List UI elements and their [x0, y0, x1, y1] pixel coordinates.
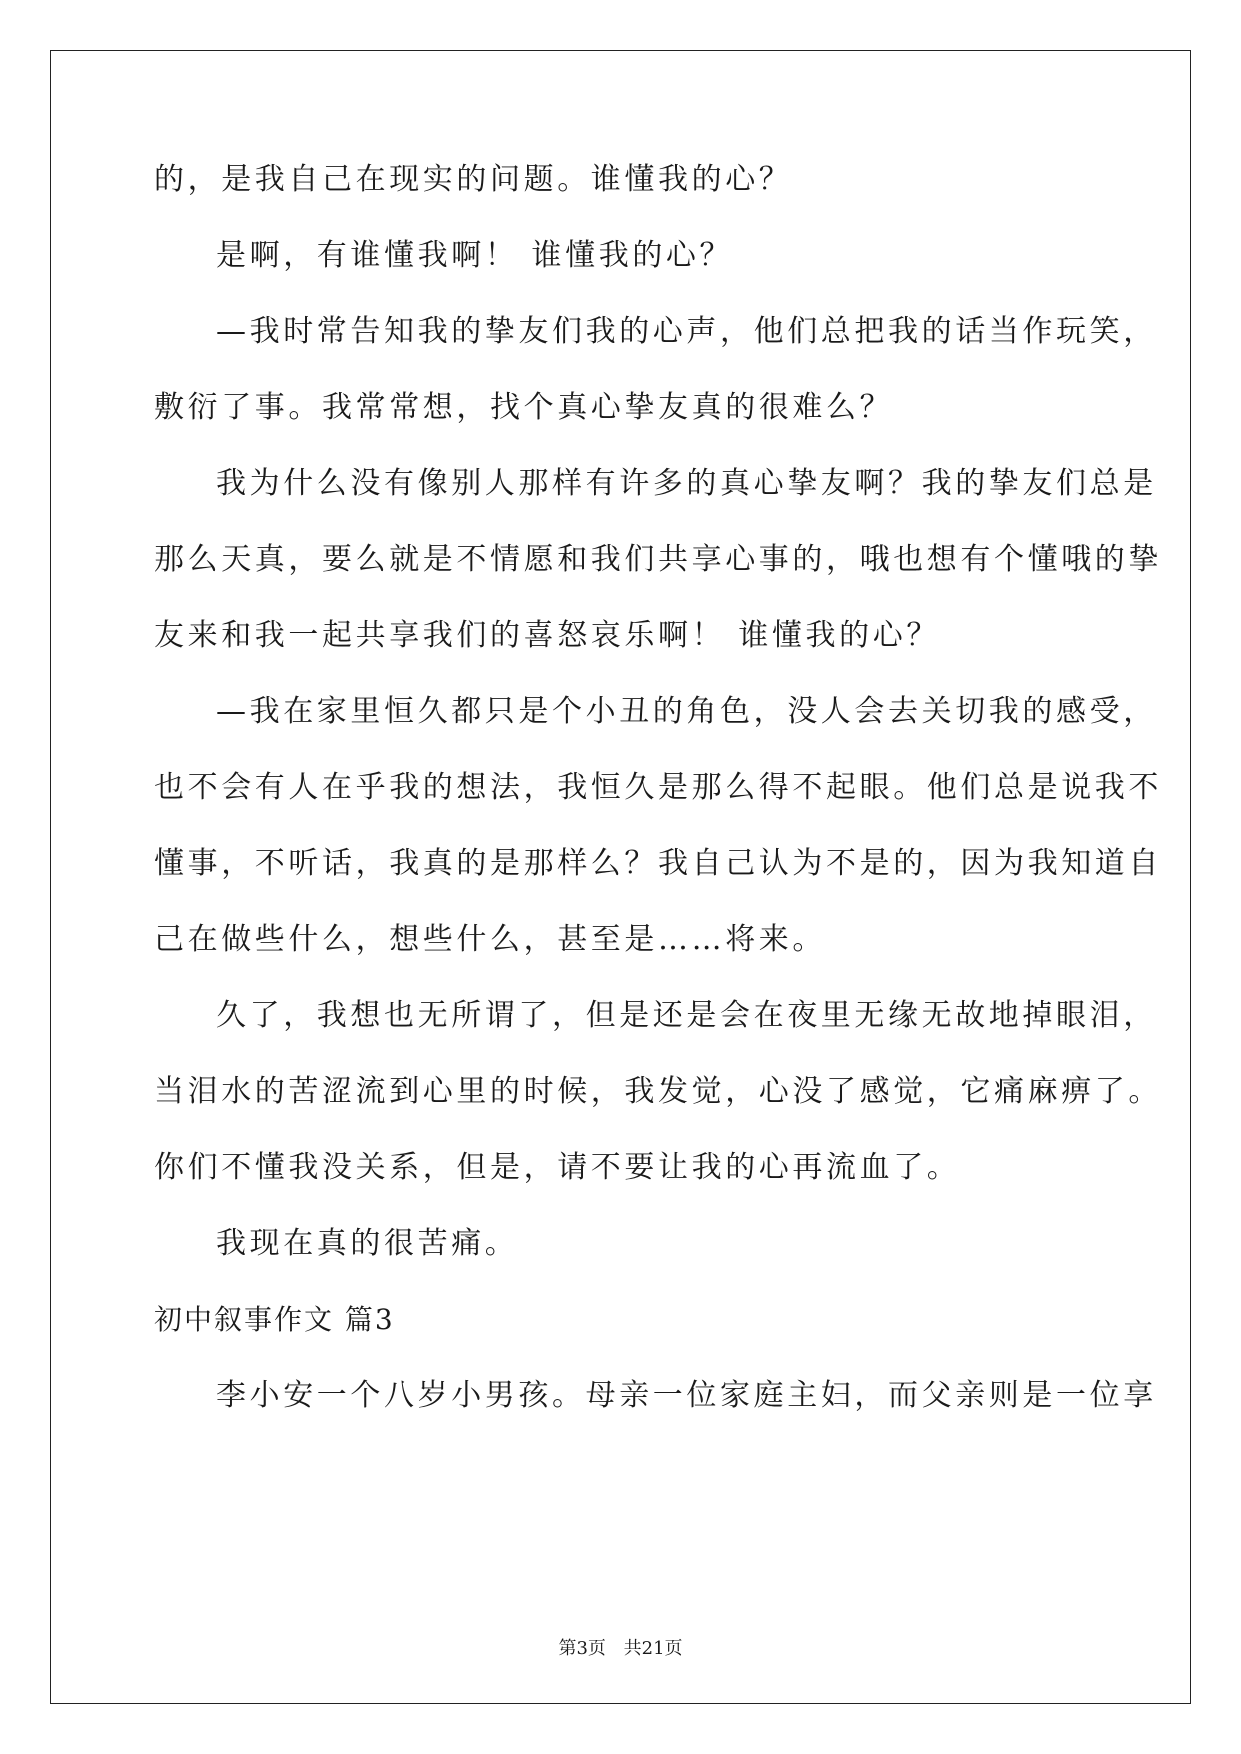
page-total: 共21页	[623, 1638, 683, 1659]
page-number: 第3页	[558, 1638, 606, 1659]
text-line: 当泪水的苦涩流到心里的时候，我发觉，心没了感觉，它痛麻痹了。	[154, 1074, 1162, 1109]
text-line: —我在家里恒久都只是个小丑的角色，没人会去关切我的感受，	[216, 694, 1157, 729]
text-line: 友来和我一起共享我们的喜怒哀乐啊！ 谁懂我的心？	[154, 618, 940, 653]
text-line: 也不会有人在乎我的想法，我恒久是那么得不起眼。他们总是说我不	[154, 770, 1162, 805]
text-line: 敷衍了事。我常常想，找个真心挚友真的很难么？	[154, 390, 894, 425]
text-line: —我时常告知我的挚友们我的心声，他们总把我的话当作玩笑，	[216, 314, 1157, 349]
text-line: 懂事，不听话，我真的是那样么？我自己认为不是的，因为我知道自	[154, 846, 1162, 881]
text-line: 李小安一个八岁小男孩。母亲一位家庭主妇，而父亲则是一位享	[216, 1378, 1157, 1413]
text-line: 是啊，有谁懂我啊！ 谁懂我的心？	[216, 238, 734, 273]
text-line: 己在做些什么，想些什么，甚至是……将来。	[154, 922, 826, 957]
page-footer	[0, 1634, 1241, 1660]
text-line: 我为什么没有像别人那样有许多的真心挚友啊？我的挚友们总是	[216, 466, 1157, 501]
text-line: 我现在真的很苦痛。	[216, 1226, 519, 1261]
text-line: 你们不懂我没关系，但是，请不要让我的心再流血了。	[154, 1150, 961, 1185]
text-line: 那么天真，要么就是不情愿和我们共享心事的，哦也想有个懂哦的挚	[154, 542, 1162, 577]
text-line: 的，是我自己在现实的问题。谁懂我的心？	[154, 162, 793, 197]
text-line: 久了，我想也无所谓了，但是还是会在夜里无缘无故地掉眼泪，	[216, 998, 1157, 1033]
section-heading: 初中叙事作文 篇3	[154, 1303, 395, 1336]
